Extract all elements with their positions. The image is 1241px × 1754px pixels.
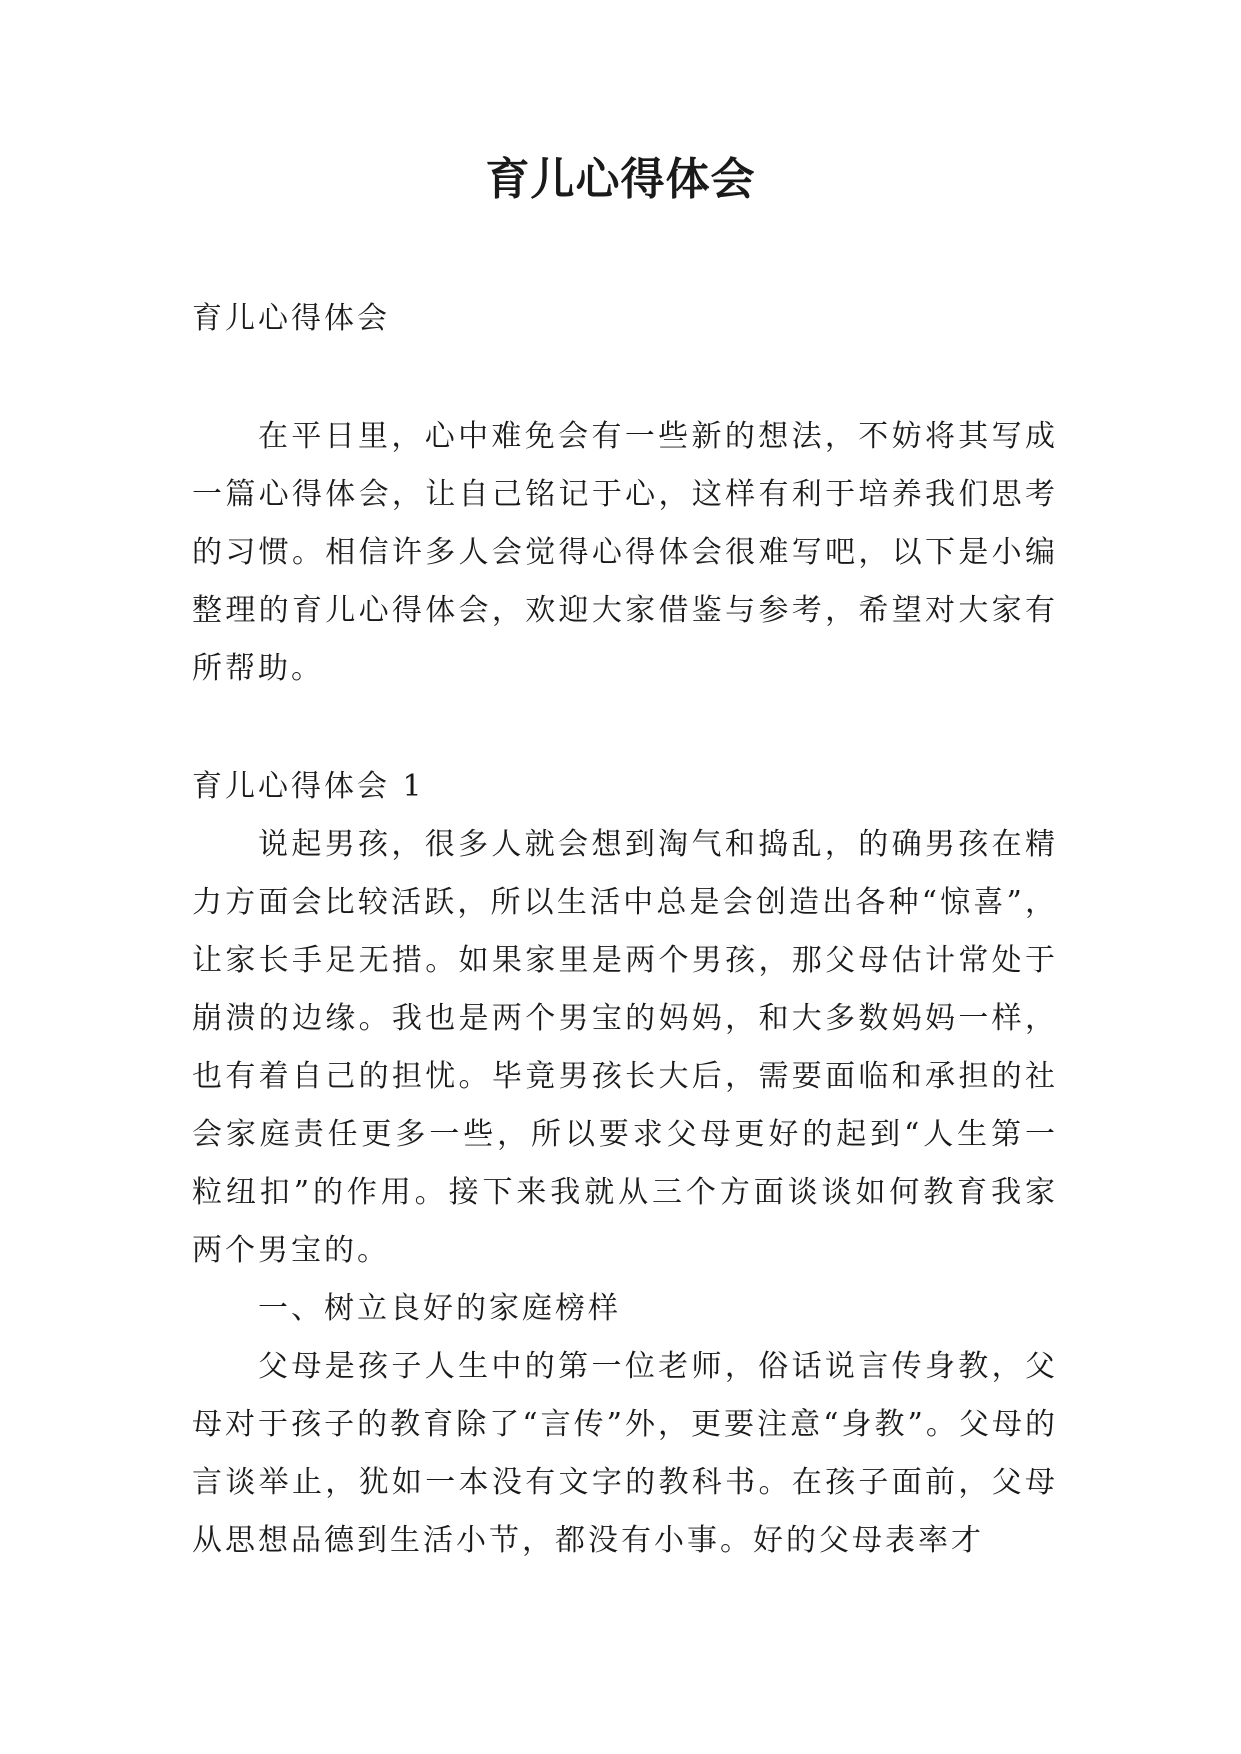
body-paragraph: 父母是孩子人生中的第一位老师，俗话说言传身教，父母对于孩子的教育除了“言传”外，更要注意“身教”。父母的言谈举止，犹如一本没有文字的教科书。在孩子面前，父母从思想品德到生活小节，都没有小事。好的父母表率才 [192,1349,1058,1558]
section-heading: 育儿心得体会 1 [192,769,425,804]
document-body [192,290,1058,1570]
sub-heading: 一、树立良好的家庭榜样 [258,1291,621,1326]
body-paragraph: 说起男孩，很多人就会想到淘气和捣乱，的确男孩在精力方面会比较活跃，所以生活中总是会创造出各种“惊喜”，让家长手足无措。如果家里是两个男孩，那父母估计常处于崩溃的边缘。我也是两个男宝的妈妈，和大多数妈妈一样，也有着自己的担忧。毕竟男孩长大后，需要面临和承担的社会家庭责任更多一些，所以要求父母更好的起到“人生第一粒纽扣”的作用。接下来我就从三个方面谈谈如何教育我家两个男宝的。 [192,827,1058,1268]
document-title: 育儿心得体会 [485,154,756,205]
intro-paragraph: 在平日里，心中难免会有一些新的想法，不妨将其写成一篇心得体会，让自己铭记于心，这样有利于培养我们思考的习惯。相信许多人会觉得心得体会很难写吧，以下是小编整理的育儿心得体会，欢迎大家借鉴与参考，希望对大家有所帮助。 [192,419,1058,686]
subtitle-paragraph: 育儿心得体会 [192,301,390,336]
